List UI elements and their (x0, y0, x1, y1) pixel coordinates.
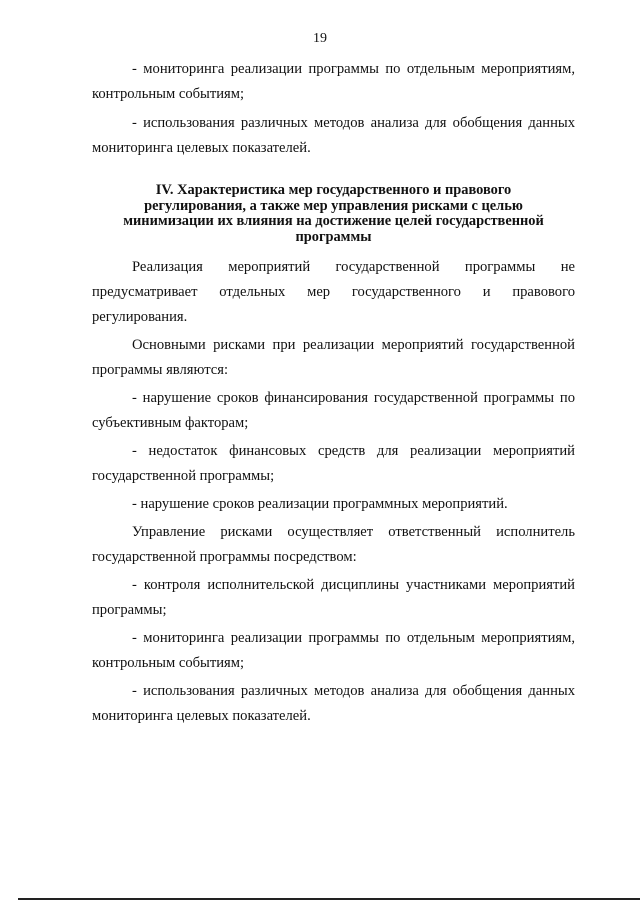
page-content (92, 57, 575, 729)
scan-bottom-edge (18, 898, 640, 900)
section-heading: IV. Характеристика мер государственного и правового регулирования, а также мер управления рисками с целью минимизации их влияния на достижение целей государственной программы (123, 182, 544, 245)
list-item-analysis-methods: - использования различных методов анализа для обобщения данных мониторинга целевых показателей. (92, 115, 575, 156)
risk-item-funding-delay: - нарушение сроков финансирования государственной программы по субъективным факторам; (92, 390, 575, 431)
management-item-monitoring: - мониторинга реализации программы по отдельным мероприятиям, контрольным событиям; (92, 630, 575, 671)
list-item-monitoring: - мониторинга реализации программы по отдельным мероприятиям, контрольным событиям; (92, 61, 575, 102)
page-number: 19 (313, 31, 327, 46)
management-item-discipline: - контроля исполнительской дисциплины участниками мероприятий программы; (92, 577, 575, 618)
management-item-analysis: - использования различных методов анализа для обобщения данных мониторинга целевых показателей. (92, 683, 575, 724)
risk-item-implementation-delay: - нарушение сроков реализации программных мероприятий. (132, 496, 508, 512)
paragraph-regulation: Реализация мероприятий государственной программы не предусматривает отдельных мер государственного и правового регулирования. (92, 259, 575, 325)
paragraph-risks-intro: Основными рисками при реализации мероприятий государственной программы являются: (92, 337, 575, 378)
risk-item-lack-of-funds: - недостаток финансовых средств для реализации мероприятий государственной программы; (92, 443, 575, 484)
paragraph-risk-management: Управление рисками осуществляет ответственный исполнитель государственной программы посредством: (92, 524, 575, 565)
